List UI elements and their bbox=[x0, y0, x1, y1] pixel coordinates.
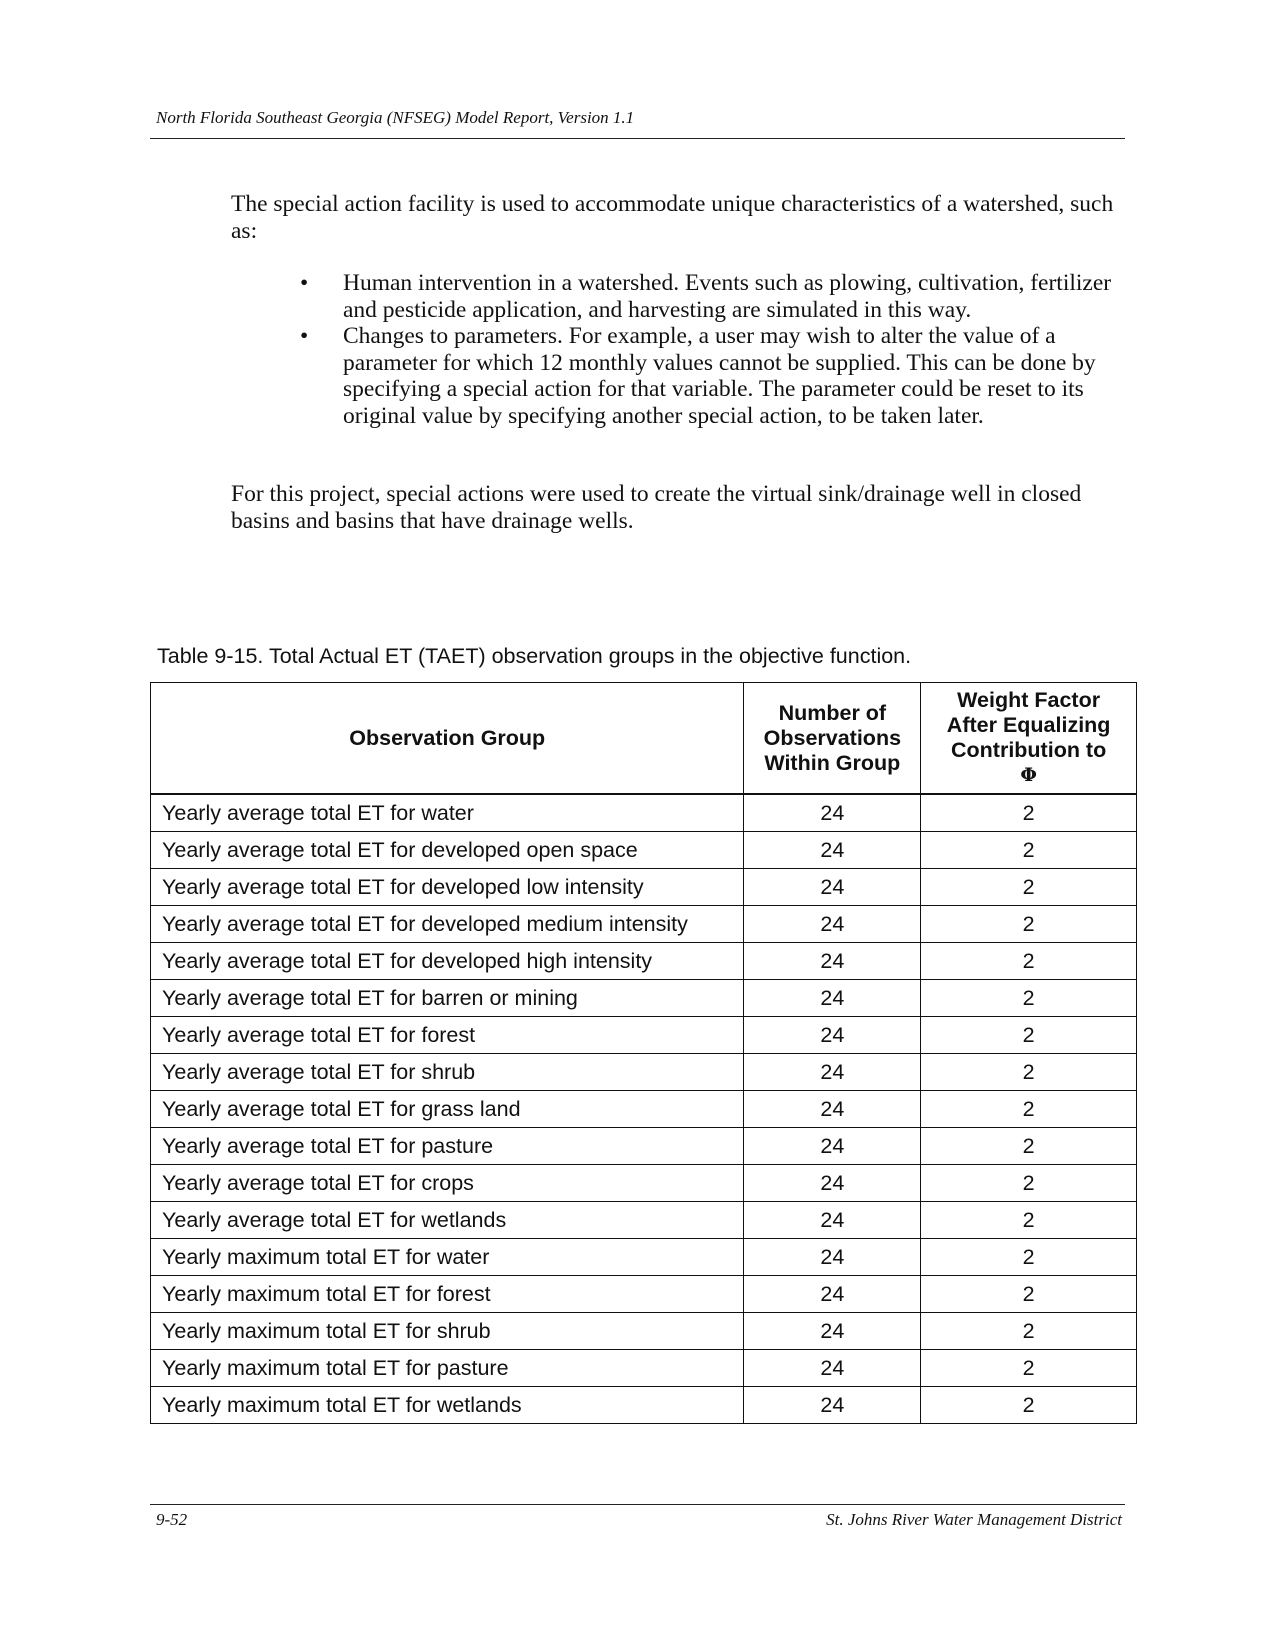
table-row bbox=[151, 1350, 1137, 1387]
cell-observation-group: Yearly average total ET for grass land bbox=[151, 1091, 744, 1128]
cell-weight-factor: 2 bbox=[921, 869, 1137, 906]
cell-observation-count: 24 bbox=[744, 980, 921, 1017]
bullet-icon: • bbox=[300, 323, 309, 349]
list-item bbox=[300, 270, 1130, 323]
table-row bbox=[151, 906, 1137, 943]
cell-weight-factor: 2 bbox=[921, 1313, 1137, 1350]
list-item bbox=[300, 323, 1130, 429]
cell-observation-group: Yearly average total ET for wetlands bbox=[151, 1202, 744, 1239]
cell-observation-count: 24 bbox=[744, 943, 921, 980]
bullet-text: Human intervention in a watershed. Events such as plowing, cultivation, fertilizer and pesticide application, and harvesting are simulated in this way. bbox=[343, 270, 1112, 323]
cell-observation-group: Yearly average total ET for forest bbox=[151, 1017, 744, 1054]
cell-observation-group: Yearly average total ET for developed open space bbox=[151, 832, 744, 869]
cell-weight-factor: 2 bbox=[921, 832, 1137, 869]
table-row bbox=[151, 794, 1137, 832]
cell-observation-count: 24 bbox=[744, 1387, 921, 1424]
table-row bbox=[151, 1128, 1137, 1165]
cell-observation-group: Yearly maximum total ET for water bbox=[151, 1239, 744, 1276]
cell-observation-group: Yearly average total ET for shrub bbox=[151, 1054, 744, 1091]
table-row bbox=[151, 1387, 1137, 1424]
table-row bbox=[151, 1276, 1137, 1313]
table-row bbox=[151, 1165, 1137, 1202]
table-row bbox=[151, 832, 1137, 869]
table-header-row bbox=[151, 683, 1137, 795]
bullet-text: Changes to parameters. For example, a user may wish to alter the value of a parameter for which 12 monthly values cannot be supplied. This can be done by specifying a special action for that variable. The parameter could be reset to its original value by specifying another special action, to be taken later. bbox=[343, 323, 1096, 429]
cell-observation-count: 24 bbox=[744, 1239, 921, 1276]
phi-symbol: Φ bbox=[1020, 764, 1037, 786]
cell-weight-factor: 2 bbox=[921, 794, 1137, 832]
header-divider bbox=[150, 138, 1125, 139]
cell-weight-factor: 2 bbox=[921, 1387, 1137, 1424]
cell-observation-count: 24 bbox=[744, 1091, 921, 1128]
header-observation-group: Observation Group bbox=[151, 683, 744, 795]
cell-observation-count: 24 bbox=[744, 906, 921, 943]
cell-weight-factor: 2 bbox=[921, 1239, 1137, 1276]
cell-weight-factor: 2 bbox=[921, 1202, 1137, 1239]
table-caption: Table 9-15. Total Actual ET (TAET) observation groups in the objective function. bbox=[157, 644, 912, 668]
cell-weight-factor: 2 bbox=[921, 1350, 1137, 1387]
table-row bbox=[151, 1202, 1137, 1239]
cell-observation-group: Yearly average total ET for water bbox=[151, 794, 744, 832]
cell-weight-factor: 2 bbox=[921, 1276, 1137, 1313]
cell-observation-count: 24 bbox=[744, 1276, 921, 1313]
cell-weight-factor: 2 bbox=[921, 943, 1137, 980]
page-number: 9-52 bbox=[156, 1510, 188, 1529]
bullet-icon: • bbox=[300, 270, 309, 296]
table-row bbox=[151, 869, 1137, 906]
cell-weight-factor: 2 bbox=[921, 1054, 1137, 1091]
bullet-list bbox=[300, 270, 1130, 429]
table-row bbox=[151, 1313, 1137, 1350]
cell-observation-count: 24 bbox=[744, 1054, 921, 1091]
cell-observation-count: 24 bbox=[744, 832, 921, 869]
table-row bbox=[151, 1054, 1137, 1091]
cell-observation-group: Yearly average total ET for developed medium intensity bbox=[151, 906, 744, 943]
table-row bbox=[151, 980, 1137, 1017]
header-number-of-observations bbox=[744, 683, 921, 795]
header-weight-factor bbox=[921, 683, 1137, 795]
table-row bbox=[151, 1091, 1137, 1128]
cell-observation-group: Yearly maximum total ET for wetlands bbox=[151, 1387, 744, 1424]
footer-divider bbox=[150, 1504, 1125, 1505]
cell-observation-count: 24 bbox=[744, 1128, 921, 1165]
cell-observation-group: Yearly average total ET for crops bbox=[151, 1165, 744, 1202]
table-row bbox=[151, 1239, 1137, 1276]
cell-observation-group: Yearly average total ET for barren or mining bbox=[151, 980, 744, 1017]
cell-observation-count: 24 bbox=[744, 1313, 921, 1350]
cell-weight-factor: 2 bbox=[921, 1017, 1137, 1054]
header-weight-label: Weight Factor After Equalizing Contribution to bbox=[946, 688, 1111, 762]
cell-weight-factor: 2 bbox=[921, 906, 1137, 943]
cell-weight-factor: 2 bbox=[921, 1165, 1137, 1202]
cell-observation-group: Yearly average total ET for developed low intensity bbox=[151, 869, 744, 906]
cell-observation-count: 24 bbox=[744, 1350, 921, 1387]
footer-organization: St. Johns River Water Management District bbox=[826, 1510, 1122, 1529]
cell-weight-factor: 2 bbox=[921, 1091, 1137, 1128]
project-paragraph: For this project, special actions were used to create the virtual sink/drainage well in closed basins and basins that have drainage wells. bbox=[231, 481, 1082, 534]
cell-observation-group: Yearly maximum total ET for forest bbox=[151, 1276, 744, 1313]
table-row bbox=[151, 943, 1137, 980]
cell-observation-group: Yearly maximum total ET for shrub bbox=[151, 1313, 744, 1350]
table-row bbox=[151, 1017, 1137, 1054]
cell-observation-group: Yearly average total ET for developed high intensity bbox=[151, 943, 744, 980]
cell-observation-count: 24 bbox=[744, 1017, 921, 1054]
observation-groups-table bbox=[150, 682, 1137, 1424]
running-header: North Florida Southeast Georgia (NFSEG) Model Report, Version 1.1 bbox=[156, 108, 635, 127]
cell-weight-factor: 2 bbox=[921, 980, 1137, 1017]
header-number-label: Number of Observations Within Group bbox=[763, 700, 902, 775]
cell-observation-count: 24 bbox=[744, 869, 921, 906]
cell-observation-count: 24 bbox=[744, 1202, 921, 1239]
cell-observation-count: 24 bbox=[744, 794, 921, 832]
table-body bbox=[151, 794, 1137, 1424]
cell-observation-count: 24 bbox=[744, 1165, 921, 1202]
cell-observation-group: Yearly maximum total ET for pasture bbox=[151, 1350, 744, 1387]
cell-weight-factor: 2 bbox=[921, 1128, 1137, 1165]
cell-observation-group: Yearly average total ET for pasture bbox=[151, 1128, 744, 1165]
intro-paragraph: The special action facility is used to accommodate unique characteristics of a watershed, such as: bbox=[231, 191, 1114, 244]
